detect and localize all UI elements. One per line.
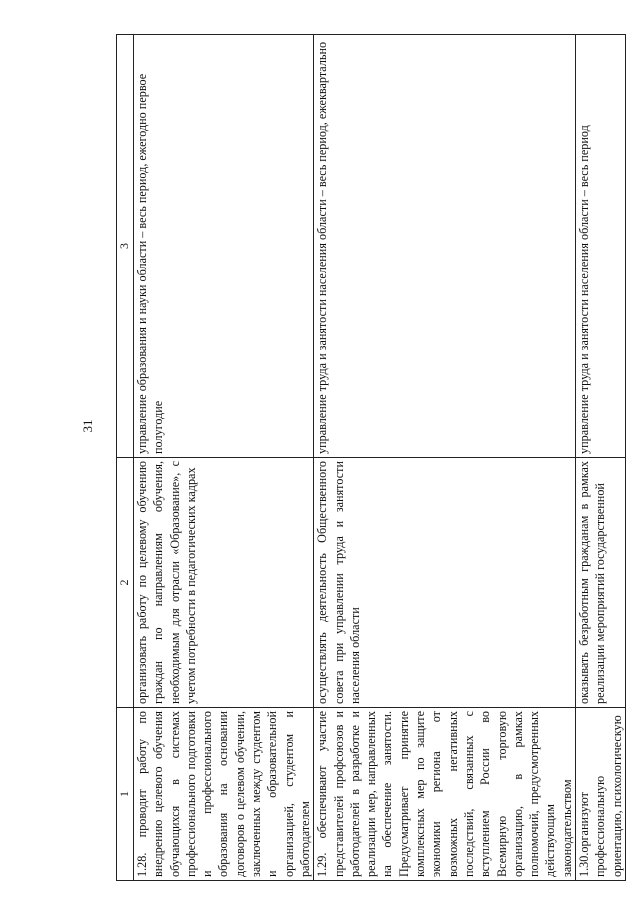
measure-cell: 1.30.организуют профессиональную ориентацию, психологическую (576, 708, 626, 881)
responsible-cell: управление труда и занятости населения области – весь период (576, 35, 626, 458)
responsible-cell: управление труда и занятости населения области – весь период, ежеквартально (314, 35, 576, 458)
rotated-table-container (116, 34, 624, 881)
table-header-row (117, 35, 134, 881)
action-cell: организовать работу по целевому обучению граждан по направлениям обучения, необходимым для отрасли «Образование», с учетом потребности в педагогических кадрах (134, 458, 314, 708)
column-header-3: 3 (117, 35, 134, 458)
measures-table (116, 34, 626, 881)
action-cell: осуществлять деятельность Общественного совета при управлении труда и занятости населения области (314, 458, 576, 708)
table-row (134, 35, 314, 881)
measure-cell: 1.29. обеспечивают участие представителей профсоюзов и работодателей в разработке и реализации мер, направленных на обеспечение занятости. Предусматривает принятие комплексных мер по защите экономики региона от возможных негативных последствий, связанных с вступлением России во Всемирную торговую организацию, в рамках полномочий, предусмотренных действующим законодательством (314, 708, 576, 881)
table-row (314, 35, 576, 881)
measure-cell: 1.28. проводит работу по внедрению целевого обучения обучающихся в системах профессионального подготовки и профессионального образования на основании договоров о целевом обучении, заключенных между студентом и образовательной организацией, студентом и работодателем (134, 708, 314, 881)
page-number: 31 (80, 419, 95, 433)
action-cell: оказывать безработным гражданам в рамках реализации мероприятий государственной (576, 458, 626, 708)
responsible-cell: управление образования и науки области – весь период, ежегодно первое полугодие (134, 35, 314, 458)
table-row (576, 35, 626, 881)
column-header-2: 2 (117, 458, 134, 708)
column-header-1: 1 (117, 708, 134, 881)
